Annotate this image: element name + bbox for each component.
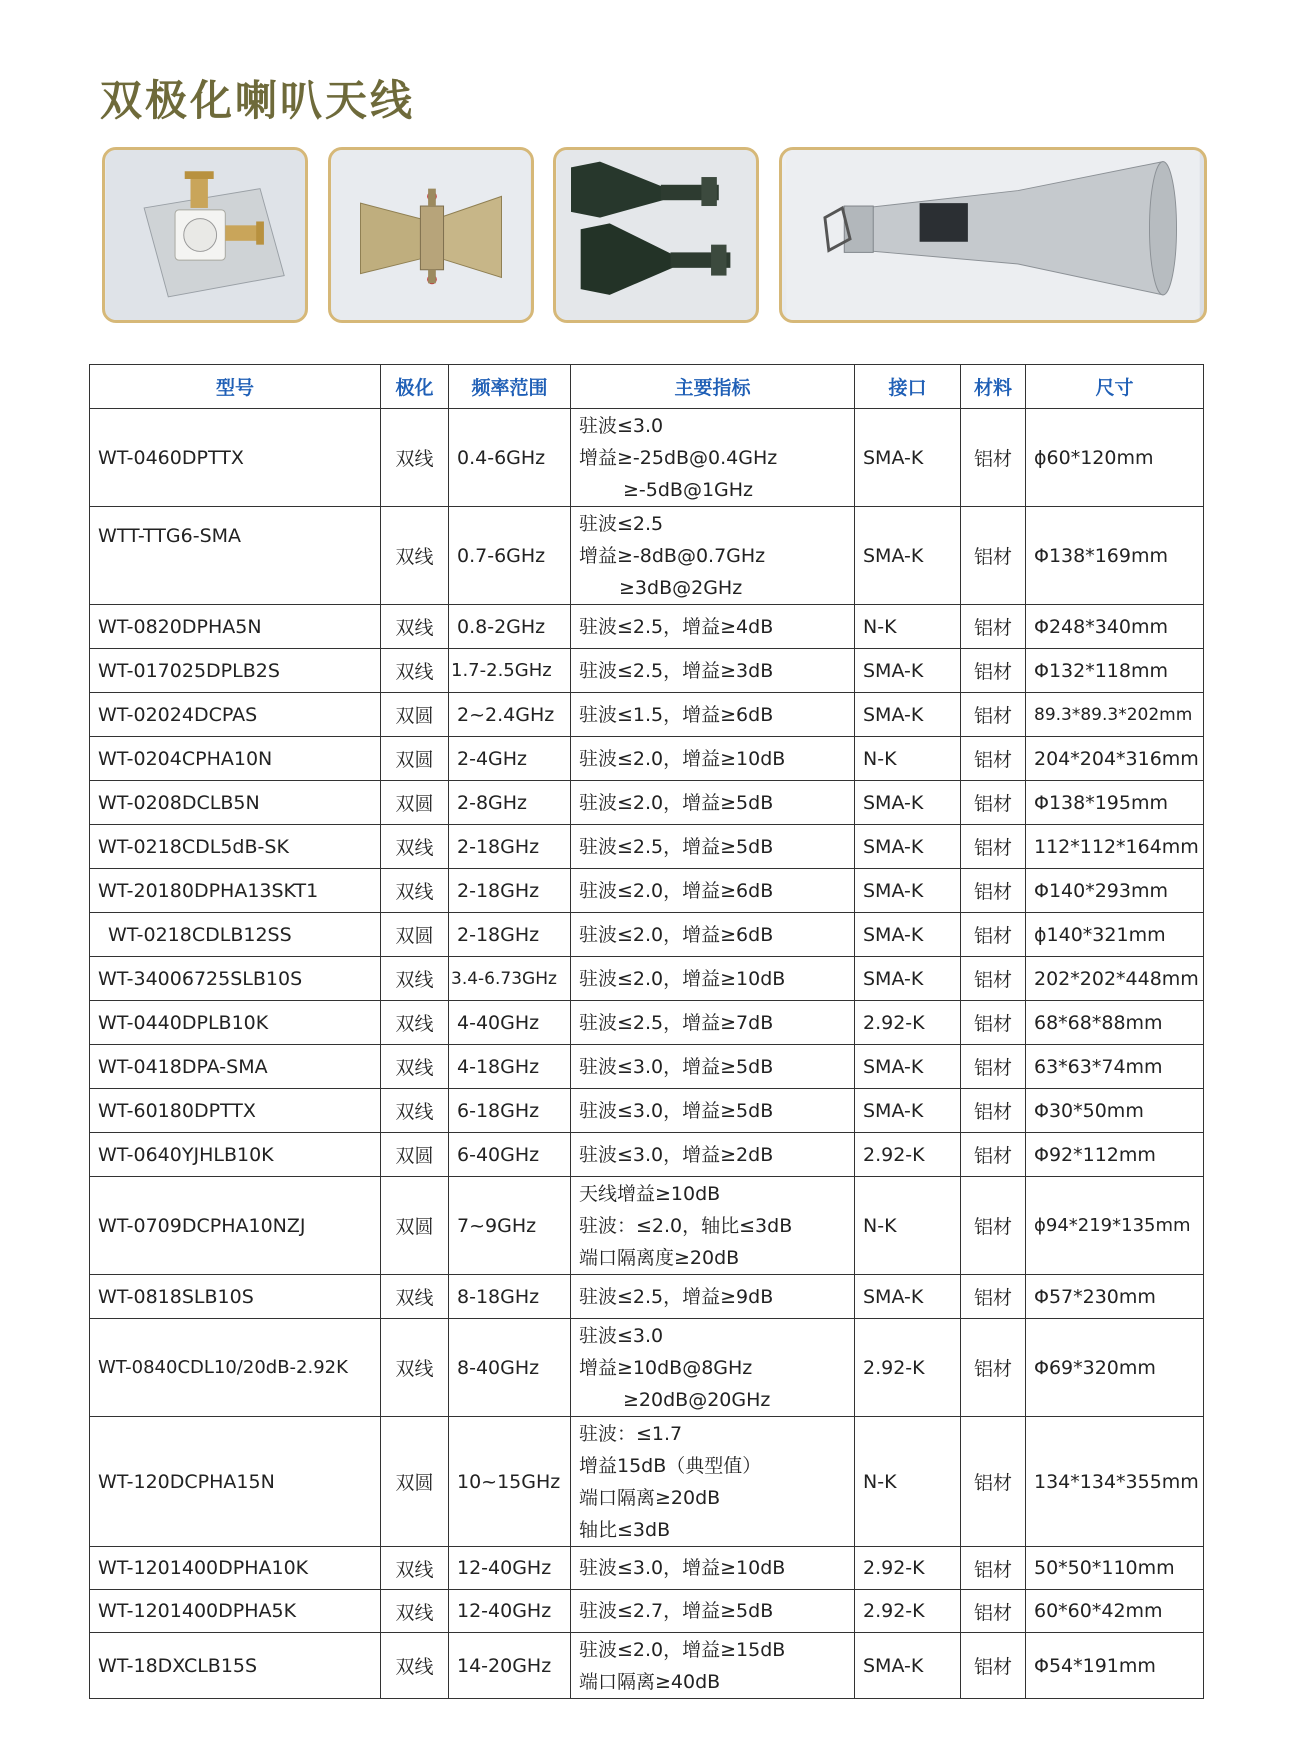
cell-frequency: 2-18GHz [449, 869, 571, 913]
table-row [90, 649, 1204, 693]
table-row [90, 693, 1204, 737]
cell-polarization: 双线 [381, 1547, 449, 1590]
spec-line: 增益≥-25dB@0.4GHz [579, 446, 778, 469]
cell-specs [571, 1045, 855, 1089]
cell-material: 铝材 [961, 1001, 1026, 1045]
cell-frequency: 6-40GHz [449, 1133, 571, 1177]
header-port: 接口 [855, 365, 961, 409]
cell-model: WT-34006725SLB10S [90, 957, 381, 1001]
cell-port: N-K [855, 737, 961, 781]
cell-port: SMA-K [855, 1633, 961, 1699]
waveguide-antenna-icon [105, 150, 305, 320]
spec-line: 端口隔离≥20dB [579, 1486, 721, 1509]
cell-port: 2.92-K [855, 1133, 961, 1177]
cell-polarization: 双圆 [381, 781, 449, 825]
spec-line: 驻波：≤2.0，轴比≤3dB [579, 1214, 793, 1237]
cell-size: 134*134*355mm [1026, 1417, 1204, 1547]
cell-polarization: 双圆 [381, 693, 449, 737]
cell-polarization: 双线 [381, 1275, 449, 1319]
cell-frequency: 6-18GHz [449, 1089, 571, 1133]
cell-model: WT-0818SLB10S [90, 1275, 381, 1319]
table-row [90, 1177, 1204, 1275]
cell-polarization: 双线 [381, 507, 449, 605]
cell-port: SMA-K [855, 1045, 961, 1089]
cell-frequency: 3.4-6.73GHz [449, 957, 571, 1001]
cell-material: 铝材 [961, 913, 1026, 957]
spec-line: 驻波≤2.7，增益≥5dB [579, 1600, 774, 1622]
cell-material: 铝材 [961, 1133, 1026, 1177]
cell-frequency: 0.7-6GHz [449, 507, 571, 605]
cell-polarization: 双圆 [381, 913, 449, 957]
cell-port: SMA-K [855, 409, 961, 507]
spec-line: 驻波≤3.0，增益≥5dB [579, 1055, 774, 1078]
table-row [90, 1275, 1204, 1319]
cell-size: Φ132*118mm [1026, 649, 1204, 693]
cell-port: SMA-K [855, 869, 961, 913]
spec-line: 驻波≤2.5，增益≥9dB [579, 1285, 774, 1308]
header-specs: 主要指标 [571, 365, 855, 409]
page-title: 双极化喇叭天线 [100, 76, 416, 125]
cell-specs [571, 1417, 855, 1547]
cell-frequency: 2-8GHz [449, 781, 571, 825]
spec-line: 端口隔离度≥20dB [579, 1246, 740, 1269]
header-model: 型号 [90, 365, 381, 409]
table-row [90, 1319, 1204, 1417]
cell-material: 铝材 [961, 1633, 1026, 1699]
cell-model: WT-017025DPLB2S [90, 649, 381, 693]
cell-model: WT-0820DPHA5N [90, 605, 381, 649]
cell-port: SMA-K [855, 781, 961, 825]
spec-line: 驻波≤2.5，增益≥5dB [579, 835, 774, 858]
cell-model: WT-1201400DPHA10K [90, 1547, 381, 1590]
cell-port: N-K [855, 605, 961, 649]
cell-frequency: 12-40GHz [449, 1547, 571, 1590]
header-size: 尺寸 [1026, 365, 1204, 409]
cell-specs [571, 781, 855, 825]
cell-specs [571, 1275, 855, 1319]
cell-specs [571, 957, 855, 1001]
cell-port: 2.92-K [855, 1547, 961, 1590]
spec-line: 驻波≤2.0，增益≥5dB [579, 791, 774, 814]
spec-line: 驻波≤2.0，增益≥10dB [579, 967, 786, 990]
cell-port: SMA-K [855, 825, 961, 869]
cell-port: 2.92-K [855, 1319, 961, 1417]
cell-size: 50*50*110mm [1026, 1547, 1204, 1590]
cell-frequency: 0.8-2GHz [449, 605, 571, 649]
cell-size: Φ92*112mm [1026, 1133, 1204, 1177]
cell-polarization: 双线 [381, 649, 449, 693]
spec-table [89, 364, 1204, 1699]
cell-frequency: 14-20GHz [449, 1633, 571, 1699]
cell-size: 63*63*74mm [1026, 1045, 1204, 1089]
cell-polarization: 双线 [381, 869, 449, 913]
header-frequency: 频率范围 [449, 365, 571, 409]
cell-specs [571, 737, 855, 781]
spec-line: 天线增益≥10dB [579, 1182, 721, 1205]
cell-polarization: 双线 [381, 409, 449, 507]
table-row [90, 605, 1204, 649]
cell-specs [571, 1547, 855, 1590]
spec-line: 增益≥10dB@8GHz [579, 1356, 753, 1379]
cell-size: 204*204*316mm [1026, 737, 1204, 781]
cell-port: SMA-K [855, 1089, 961, 1133]
header-material: 材料 [961, 365, 1026, 409]
product-photo-1 [102, 147, 308, 323]
cell-size: Φ138*195mm [1026, 781, 1204, 825]
spec-line: 驻波≤2.5，增益≥4dB [579, 615, 774, 638]
cell-polarization: 双圆 [381, 1177, 449, 1275]
cell-polarization: 双圆 [381, 1417, 449, 1547]
cell-size: Φ57*230mm [1026, 1275, 1204, 1319]
cell-size: 202*202*448mm [1026, 957, 1204, 1001]
cell-specs [571, 605, 855, 649]
cell-specs [571, 409, 855, 507]
cell-port: SMA-K [855, 1275, 961, 1319]
cell-polarization: 双线 [381, 1633, 449, 1699]
cell-size: Φ140*293mm [1026, 869, 1204, 913]
cell-frequency: 4-18GHz [449, 1045, 571, 1089]
cell-specs [571, 1319, 855, 1417]
cell-model: WT-18DXCLB15S [90, 1633, 381, 1699]
cell-material: 铝材 [961, 781, 1026, 825]
cell-material: 铝材 [961, 605, 1026, 649]
cell-frequency: 2-18GHz [449, 825, 571, 869]
cell-frequency: 8-18GHz [449, 1275, 571, 1319]
cell-port: SMA-K [855, 693, 961, 737]
cell-material: 铝材 [961, 409, 1026, 507]
cell-material: 铝材 [961, 649, 1026, 693]
cell-material: 铝材 [961, 1089, 1026, 1133]
cell-specs [571, 825, 855, 869]
cell-model: WT-0640YJHLB10K [90, 1133, 381, 1177]
cell-model: WT-60180DPTTX [90, 1089, 381, 1133]
spec-line: 增益15dB（典型值） [579, 1454, 762, 1477]
cell-port: SMA-K [855, 649, 961, 693]
cell-polarization: 双线 [381, 1089, 449, 1133]
cell-port: N-K [855, 1417, 961, 1547]
cell-model: WT-120DCPHA15N [90, 1417, 381, 1547]
spec-line: 轴比≤3dB [579, 1518, 671, 1541]
table-header-row [90, 365, 1204, 409]
header-polarization: 极化 [381, 365, 449, 409]
cell-material: 铝材 [961, 1275, 1026, 1319]
cell-model: WT-0460DPTTX [90, 409, 381, 507]
cell-frequency: 12-40GHz [449, 1590, 571, 1633]
cell-specs [571, 1001, 855, 1045]
cell-specs [571, 913, 855, 957]
product-photo-3 [553, 147, 759, 323]
cell-model: WT-0418DPA-SMA [90, 1045, 381, 1089]
cell-model: WT-1201400DPHA5K [90, 1590, 381, 1633]
cell-specs [571, 1133, 855, 1177]
large-conical-horn-icon [782, 150, 1204, 320]
cell-frequency: 7~9GHz [449, 1177, 571, 1275]
product-photo-4 [779, 147, 1207, 323]
cell-polarization: 双线 [381, 1590, 449, 1633]
spec-line: 驻波≤2.5 [579, 512, 664, 535]
spec-line: ≥-5dB@1GHz [623, 478, 754, 501]
cell-frequency: 4-40GHz [449, 1001, 571, 1045]
cell-material: 铝材 [961, 1177, 1026, 1275]
spec-line: 驻波≤3.0 [579, 1324, 664, 1347]
cell-size: Φ30*50mm [1026, 1089, 1204, 1133]
spec-line: 驻波≤1.5，增益≥6dB [579, 703, 774, 726]
cell-size: Φ54*191mm [1026, 1633, 1204, 1699]
spec-line: ≥20dB@20GHz [623, 1388, 771, 1411]
cell-polarization: 双线 [381, 1001, 449, 1045]
spec-line: 驻波≤3.0，增益≥2dB [579, 1143, 774, 1166]
cell-material: 铝材 [961, 1417, 1026, 1547]
cell-material: 铝材 [961, 737, 1026, 781]
table-row [90, 1633, 1204, 1699]
table-row [90, 1045, 1204, 1089]
cell-frequency: 2-18GHz [449, 913, 571, 957]
cell-polarization: 双圆 [381, 1133, 449, 1177]
cell-material: 铝材 [961, 1590, 1026, 1633]
cell-port: 2.92-K [855, 1001, 961, 1045]
cell-model: WT-20180DPHA13SKT1 [90, 869, 381, 913]
cell-material: 铝材 [961, 507, 1026, 605]
cell-material: 铝材 [961, 869, 1026, 913]
cell-frequency: 2-4GHz [449, 737, 571, 781]
table-row [90, 1089, 1204, 1133]
cell-size: Φ248*340mm [1026, 605, 1204, 649]
table-row [90, 957, 1204, 1001]
cell-specs [571, 1590, 855, 1633]
cell-frequency: 2~2.4GHz [449, 693, 571, 737]
spec-line: 驻波≤2.0，增益≥15dB [579, 1638, 786, 1661]
spec-line: 驻波≤2.5，增益≥7dB [579, 1011, 774, 1034]
cell-specs [571, 649, 855, 693]
cell-polarization: 双线 [381, 957, 449, 1001]
cell-material: 铝材 [961, 825, 1026, 869]
cell-size: ϕ94*219*135mm [1026, 1177, 1204, 1275]
table-row [90, 1133, 1204, 1177]
cell-model: WT-0204CPHA10N [90, 737, 381, 781]
cell-specs [571, 693, 855, 737]
cell-specs [571, 507, 855, 605]
cell-model: WT-0218CDLB12SS [90, 913, 381, 957]
spec-line: 驻波≤3.0 [579, 414, 664, 437]
table-row [90, 737, 1204, 781]
cell-polarization: 双线 [381, 605, 449, 649]
cell-size: 89.3*89.3*202mm [1026, 693, 1204, 737]
table-row [90, 1547, 1204, 1590]
cell-polarization: 双线 [381, 825, 449, 869]
cell-material: 铝材 [961, 1045, 1026, 1089]
table-row [90, 913, 1204, 957]
table-row [90, 825, 1204, 869]
cell-frequency: 1.7-2.5GHz [449, 649, 571, 693]
cell-polarization: 双线 [381, 1045, 449, 1089]
cell-model: WT-0208DCLB5N [90, 781, 381, 825]
cell-polarization: 双圆 [381, 737, 449, 781]
cell-polarization: 双线 [381, 1319, 449, 1417]
table-row [90, 781, 1204, 825]
cell-size: Φ138*169mm [1026, 507, 1204, 605]
cell-model: WT-0840CDL10/20dB-2.92K [90, 1319, 381, 1417]
cell-model: WTT-TTG6-SMA [90, 507, 381, 605]
spec-line: 驻波≤2.0，增益≥6dB [579, 879, 774, 902]
conical-horn-pair-icon [556, 150, 756, 320]
spec-line: 驻波≤3.0，增益≥10dB [579, 1557, 786, 1579]
cell-size: 68*68*88mm [1026, 1001, 1204, 1045]
cell-size: ϕ60*120mm [1026, 409, 1204, 507]
cell-size: ϕ140*321mm [1026, 913, 1204, 957]
cell-model: WT-0218CDL5dB-SK [90, 825, 381, 869]
table-row [90, 1417, 1204, 1547]
cell-frequency: 8-40GHz [449, 1319, 571, 1417]
cell-material: 铝材 [961, 1547, 1026, 1590]
cell-specs [571, 869, 855, 913]
cell-size: 112*112*164mm [1026, 825, 1204, 869]
table-row [90, 409, 1204, 507]
spec-line: 驻波：≤1.7 [579, 1422, 683, 1445]
cell-specs [571, 1089, 855, 1133]
cell-frequency: 0.4-6GHz [449, 409, 571, 507]
cell-specs [571, 1177, 855, 1275]
spec-line: ≥3dB@2GHz [619, 576, 743, 599]
cell-model: WT-0440DPLB10K [90, 1001, 381, 1045]
table-row [90, 1001, 1204, 1045]
table-row [90, 869, 1204, 913]
cell-model: WT-0709DCPHA10NZJ [90, 1177, 381, 1275]
dual-ridged-horn-icon [331, 150, 531, 320]
cell-size: Φ69*320mm [1026, 1319, 1204, 1417]
spec-line: 驻波≤2.5，增益≥3dB [579, 659, 774, 682]
cell-material: 铝材 [961, 957, 1026, 1001]
product-photo-2 [328, 147, 534, 323]
spec-line: 驻波≤2.0，增益≥10dB [579, 747, 786, 770]
cell-material: 铝材 [961, 693, 1026, 737]
cell-port: SMA-K [855, 957, 961, 1001]
cell-port: N-K [855, 1177, 961, 1275]
cell-material: 铝材 [961, 1319, 1026, 1417]
spec-line: 增益≥-8dB@0.7GHz [579, 544, 766, 567]
spec-line: 驻波≤3.0，增益≥5dB [579, 1099, 774, 1122]
table-row [90, 1590, 1204, 1633]
spec-line: 端口隔离≥40dB [579, 1670, 721, 1693]
cell-port: 2.92-K [855, 1590, 961, 1633]
cell-model: WT-02024DCPAS [90, 693, 381, 737]
cell-size: 60*60*42mm [1026, 1590, 1204, 1633]
cell-frequency: 10~15GHz [449, 1417, 571, 1547]
cell-port: SMA-K [855, 913, 961, 957]
cell-specs [571, 1633, 855, 1699]
table-row [90, 507, 1204, 605]
cell-port: SMA-K [855, 507, 961, 605]
spec-line: 驻波≤2.0，增益≥6dB [579, 923, 774, 946]
